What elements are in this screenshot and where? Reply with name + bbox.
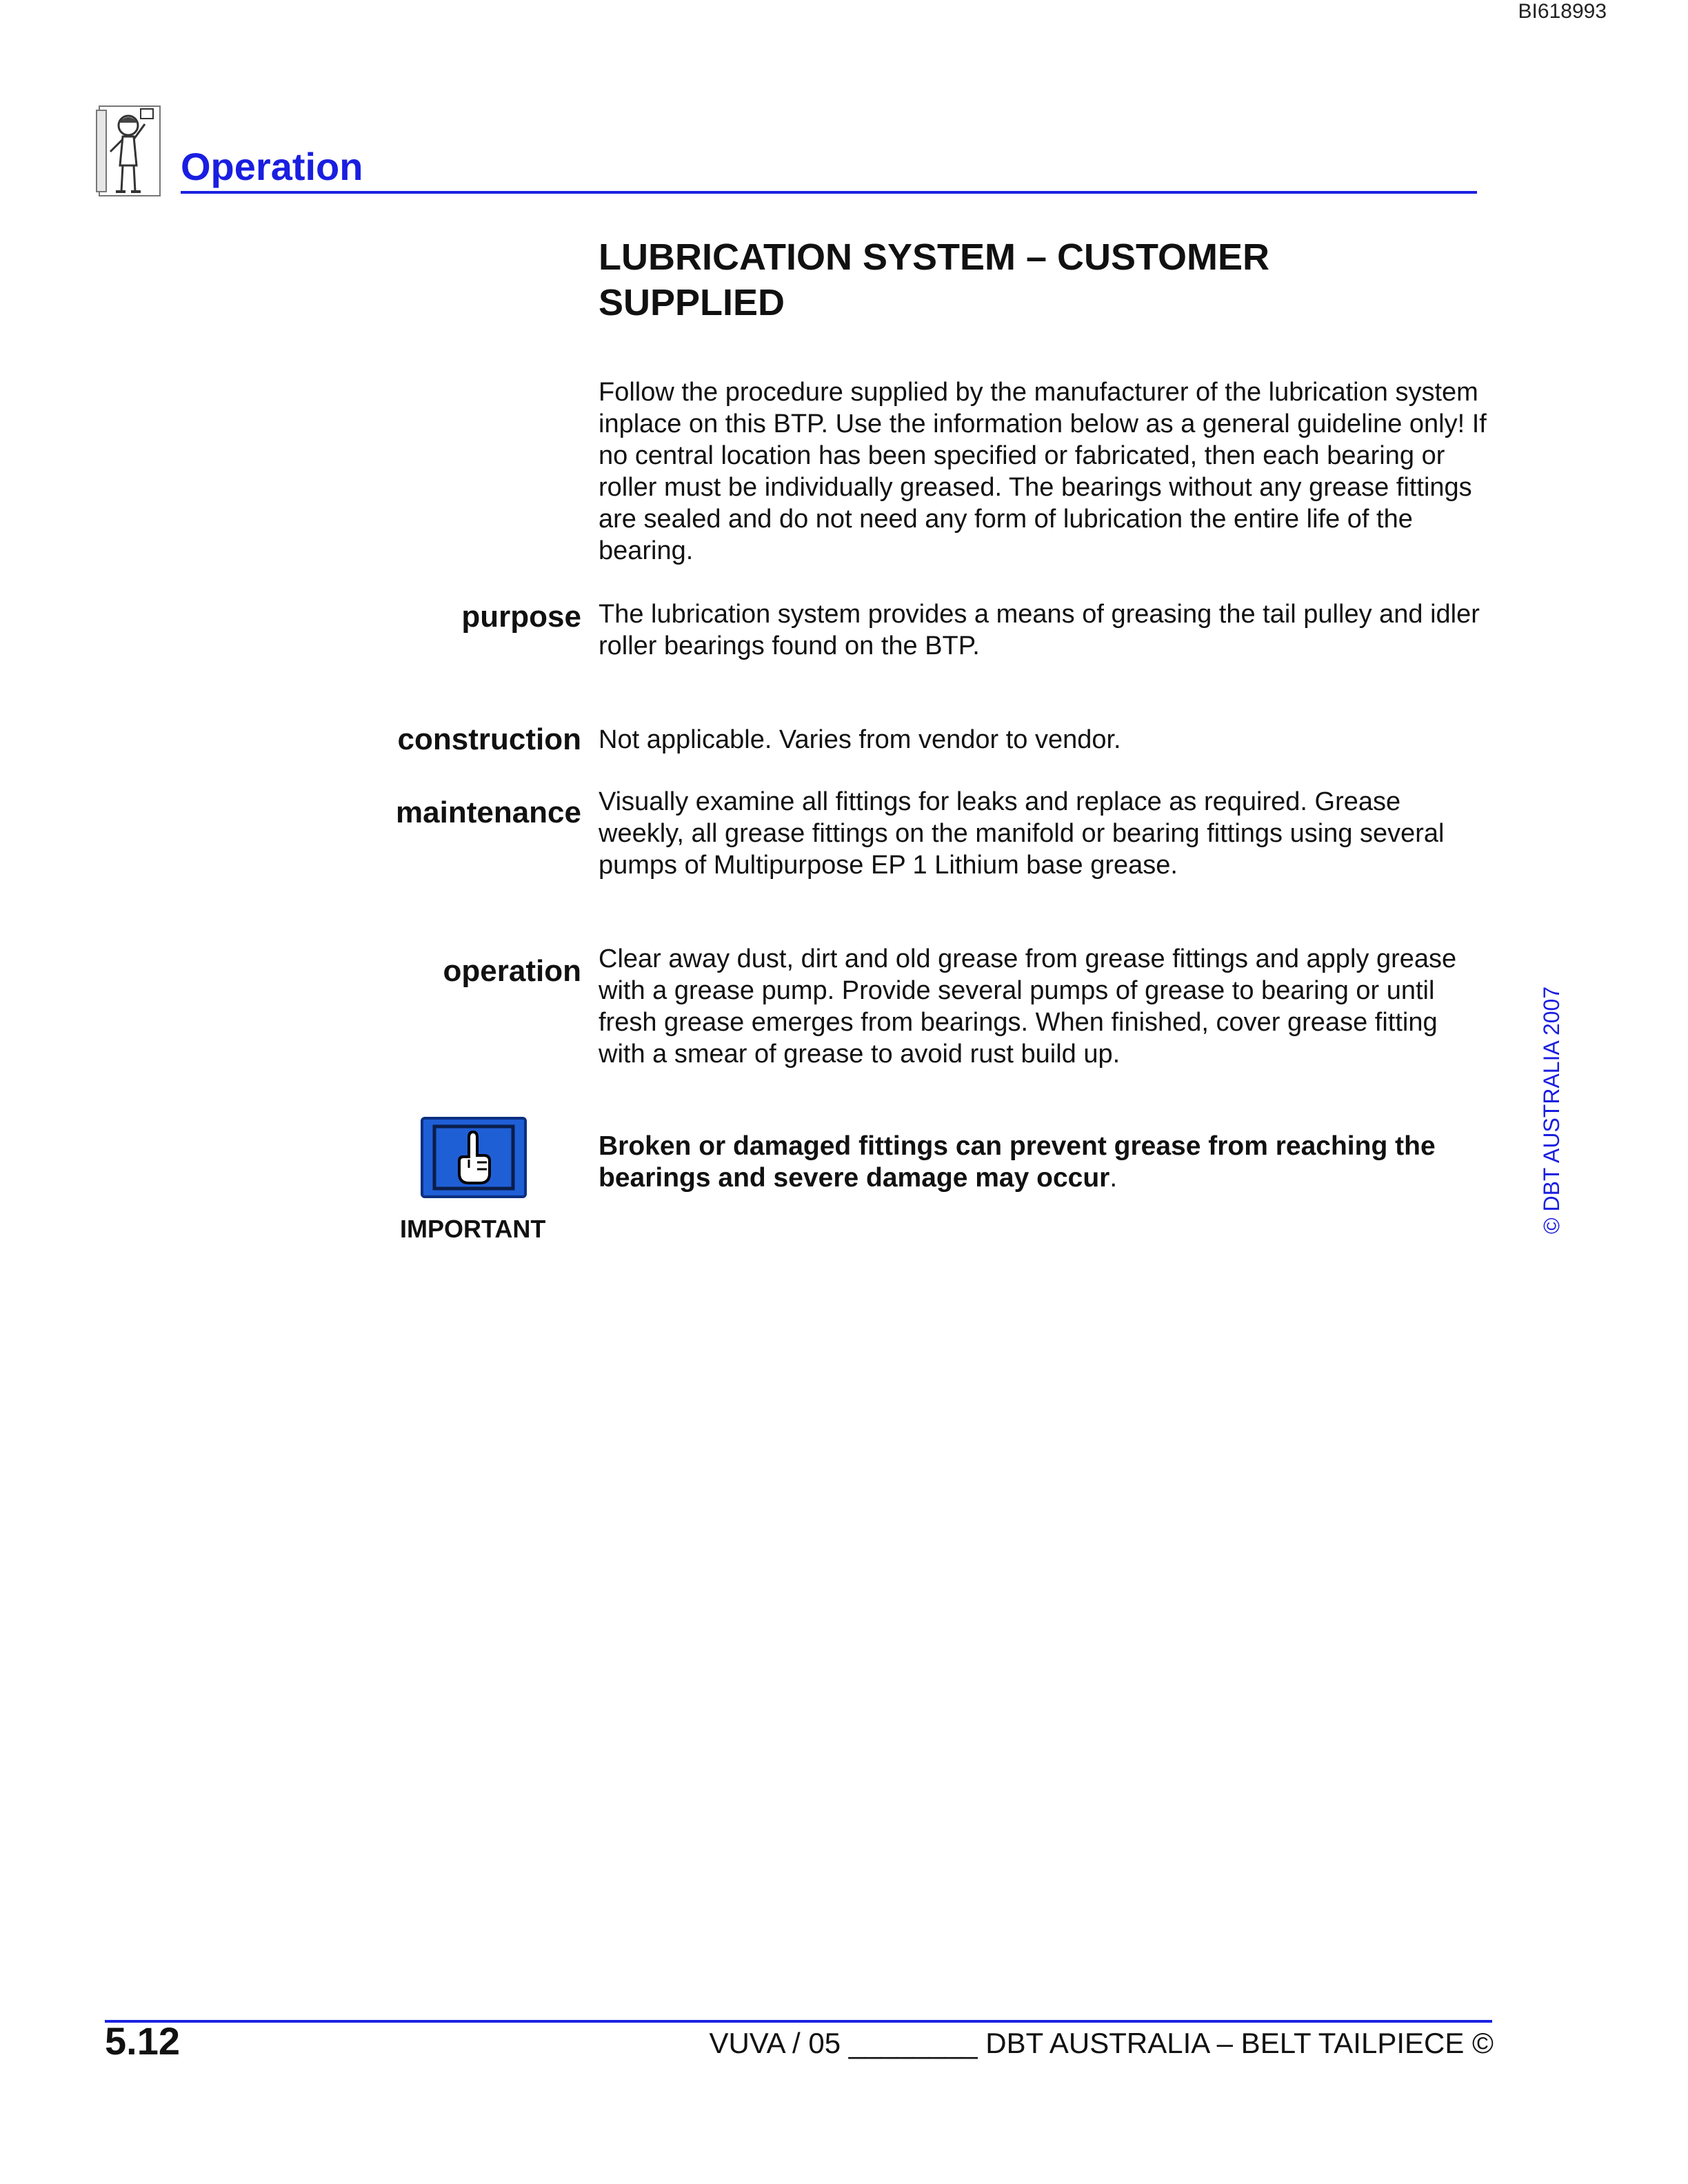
maintenance-text: Visually examine all fittings for leaks and replace as required. Grease weekly, all grease fittings on the manifold or bearing fittings using several pumps of Multipurpose EP 1 Lithium base grease. — [599, 787, 1445, 880]
important-warning-tail: . — [1109, 1163, 1118, 1193]
side-copyright: © DBT AUSTRALIA 2007 — [1539, 986, 1564, 1234]
important-label: IMPORTANT — [400, 1215, 546, 1243]
important-warning-text: Broken or damaged fittings can prevent grease from reaching the bearings and severe damage may occur — [599, 1131, 1436, 1193]
doc-id: BI618993 — [1518, 0, 1607, 23]
section-title: Operation — [181, 144, 365, 189]
footer-rule — [105, 2020, 1492, 2023]
page-number: 5.12 — [105, 2019, 180, 2063]
section-header — [181, 141, 1477, 194]
operation-label: operation — [443, 954, 581, 988]
pointing-hand-icon — [421, 1117, 527, 1198]
purpose-text: The lubrication system provides a means of greasing the tail pulley and idler roller bearings found on the BTP. — [599, 600, 1480, 660]
operator-icon — [95, 103, 164, 200]
important-warning — [599, 1131, 1495, 1194]
construction-label: construction — [397, 722, 581, 756]
intro-paragraph: Follow the procedure supplied by the manufacturer of the lubrication system inplace on this BTP. Use the information below as a general guideline only! If no central location has been specified or fabricated, then each bearing or roller must be individually greased. The bearings without any grease fittings are sealed and do not need any form of lubrication the entire life of the bearing. — [599, 378, 1487, 565]
construction-text: Not applicable. Varies from vendor to vendor. — [599, 725, 1121, 754]
topic-title-line2: SUPPLIED — [599, 282, 785, 323]
maintenance-label: maintenance — [396, 796, 581, 829]
operation-text: Clear away dust, dirt and old grease from grease fittings and apply grease with a grease pump. Provide several pumps of grease to bearing or until fresh grease emerges from bearings. When finished, cover grease fitting with a smear of grease to avoid rust build up. — [599, 944, 1457, 1069]
footer-text: VUVA / 05 ________ DBT AUSTRALIA – BELT TAILPIECE © — [709, 2027, 1494, 2059]
topic-title — [599, 234, 1426, 325]
purpose-label: purpose — [461, 600, 581, 634]
topic-title-line1: LUBRICATION SYSTEM – CUSTOMER — [599, 236, 1270, 278]
